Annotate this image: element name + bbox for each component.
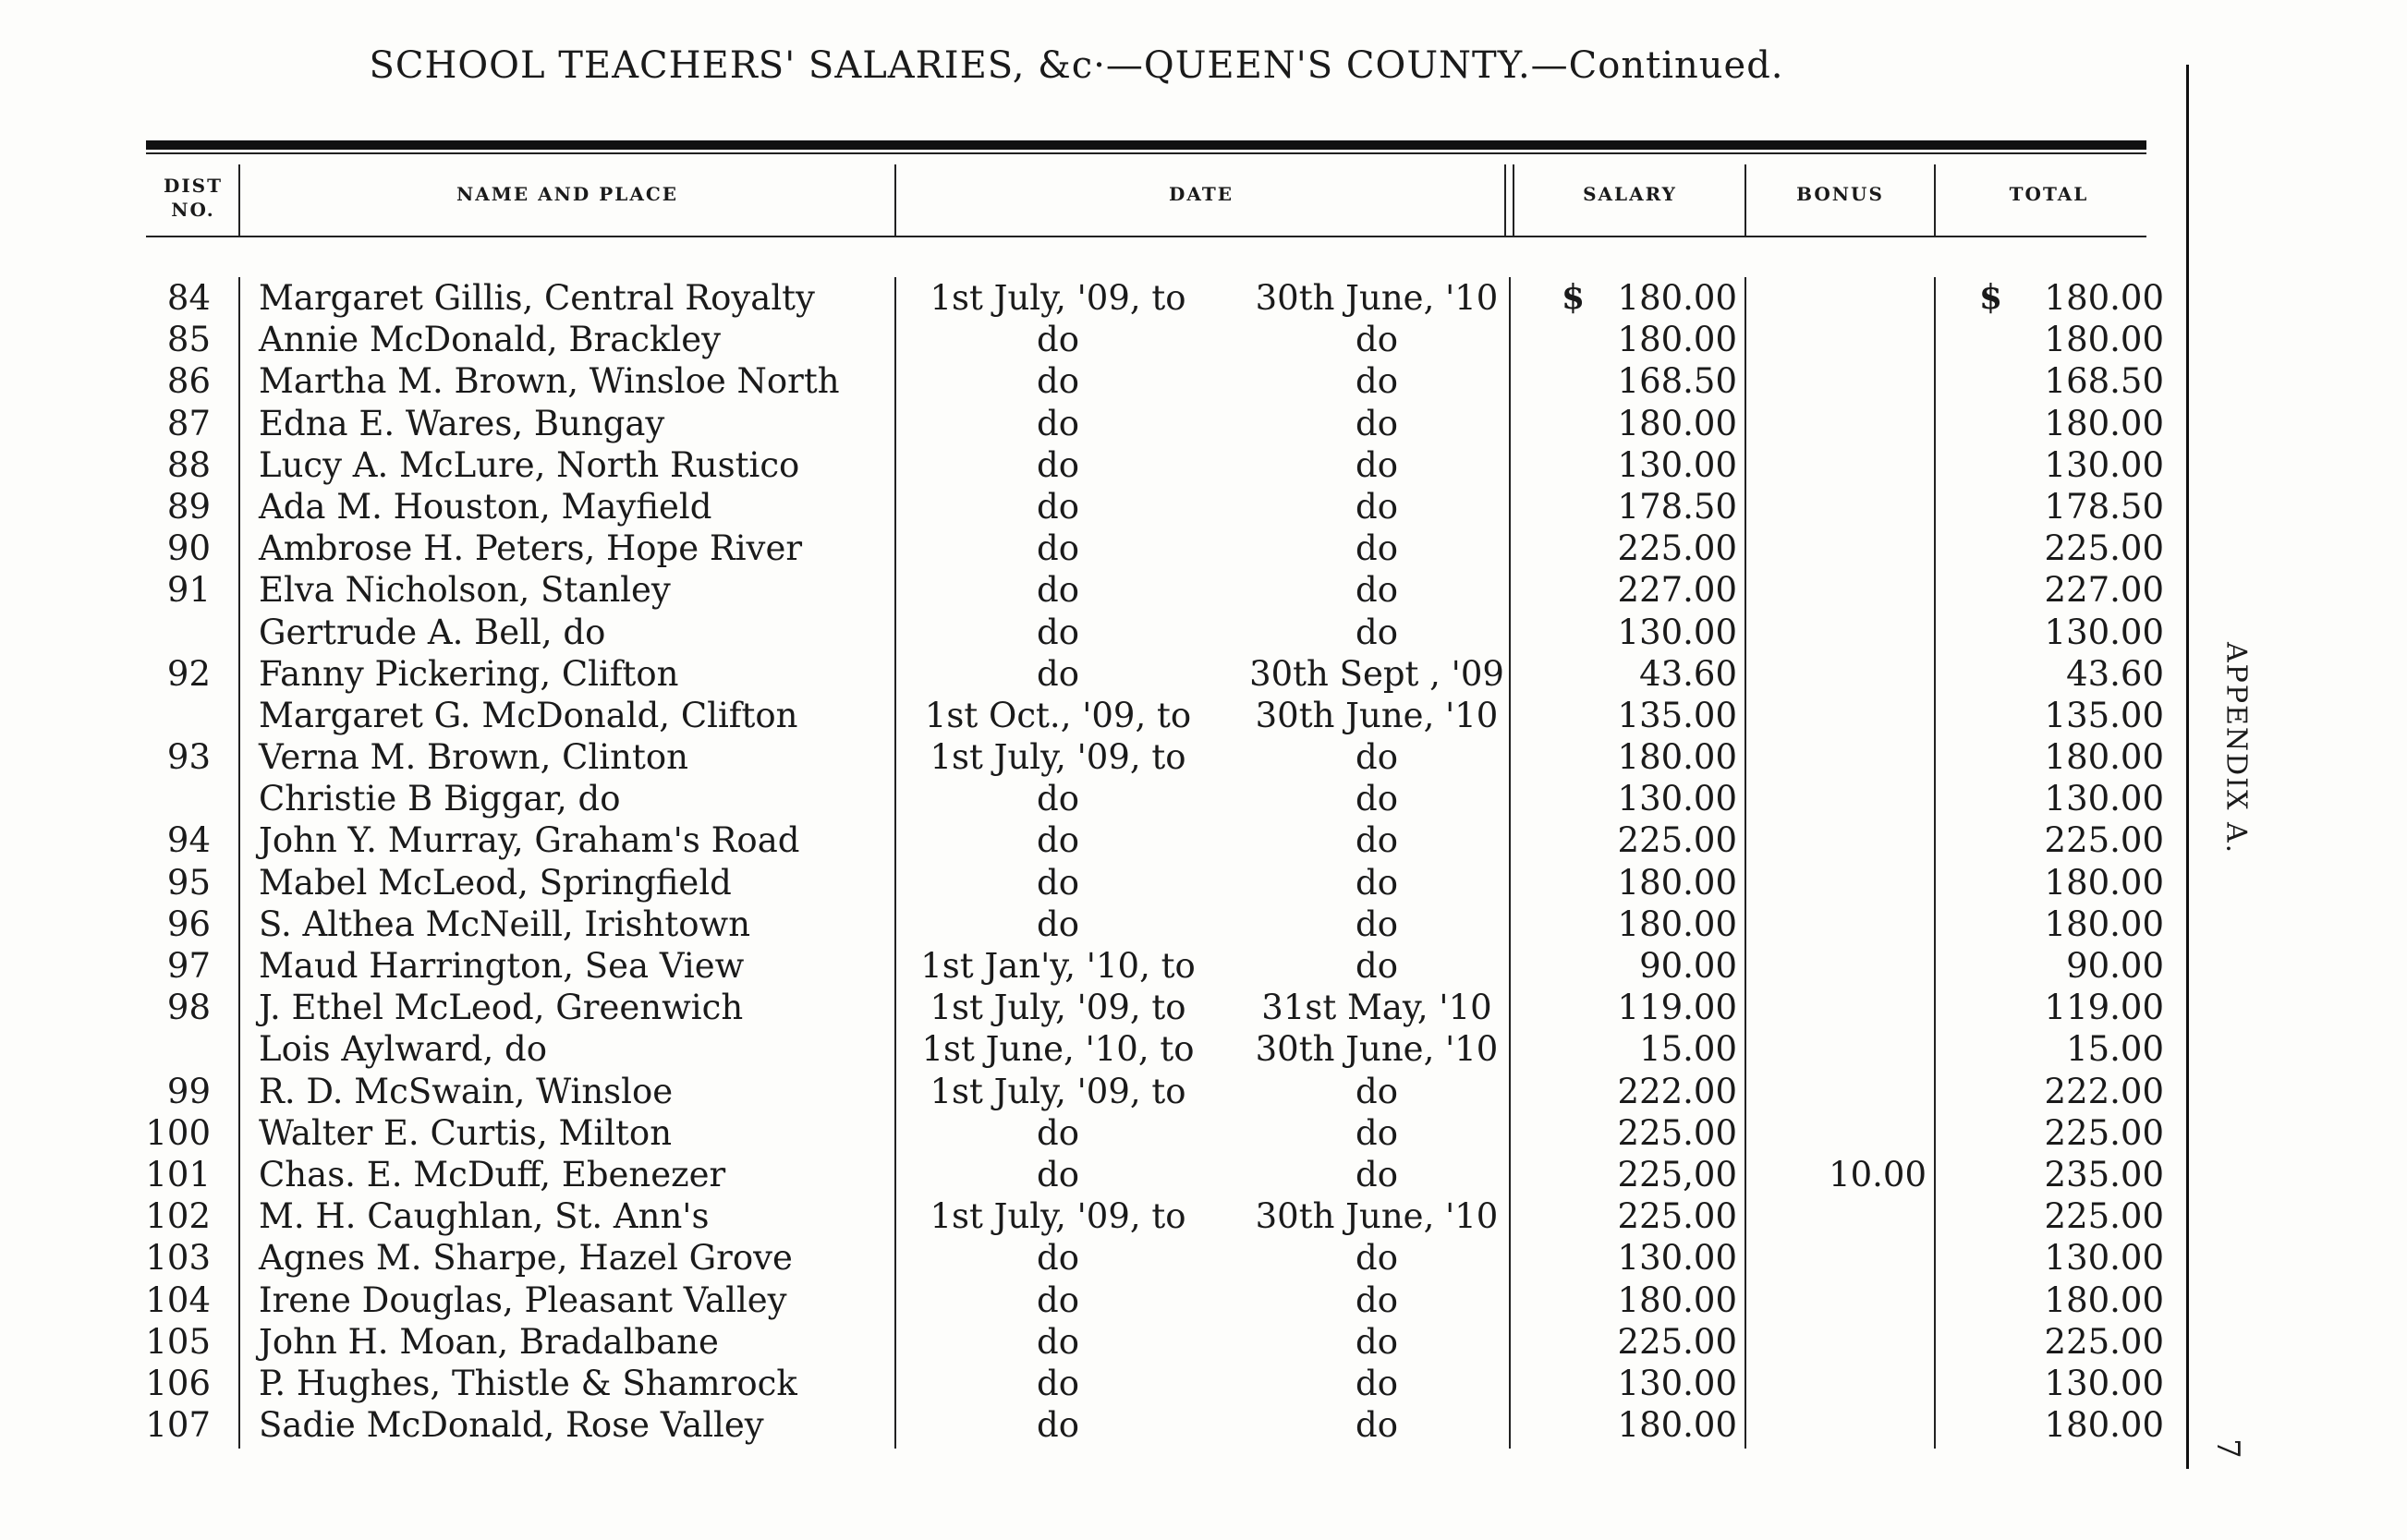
salary-table-body	[0, 277, 2164, 1446]
salary-cell: 225,00	[1617, 1154, 1737, 1194]
date-to-cell: 30th June, '10	[1255, 1029, 1499, 1070]
date-to-cell: do	[1355, 1071, 1398, 1111]
total-cell: 227.00	[2044, 570, 2164, 611]
dist-no-cell: 101	[145, 1154, 211, 1194]
table-row	[0, 819, 2164, 861]
date-to-cell: do	[1355, 1112, 1398, 1153]
table-row	[0, 1237, 2164, 1279]
date-to-cell: do	[1355, 1405, 1398, 1446]
date-to-cell: 30th June, '10	[1255, 278, 1499, 318]
name-place-cell: John Y. Murray, Graham's Road	[259, 820, 800, 861]
name-place-cell: P. Hughes, Thistle & Shamrock	[259, 1363, 797, 1403]
dist-no-cell: 88	[166, 444, 211, 485]
date-from-cell: do	[1037, 486, 1079, 527]
salary-cell: 90.00	[1639, 946, 1737, 986]
salary-cell: 180.00	[1617, 278, 1737, 318]
total-cell: 15.00	[2066, 1029, 2164, 1070]
date-from-cell: do	[1037, 1405, 1079, 1446]
total-cell: 180.00	[2044, 403, 2164, 443]
table-row	[0, 1404, 2164, 1446]
dist-no-cell: 87	[166, 403, 211, 443]
salary-cell: 15.00	[1639, 1029, 1737, 1070]
dist-no-cell: 96	[166, 903, 211, 944]
dist-no-cell: 93	[166, 737, 211, 778]
dist-no-cell: 98	[166, 988, 211, 1028]
total-cell: 130.00	[2044, 612, 2164, 652]
table-row	[0, 1321, 2164, 1363]
salary-cell: 130.00	[1617, 1363, 1737, 1403]
date-to-cell: do	[1355, 403, 1398, 443]
table-row	[0, 1028, 2164, 1070]
name-place-cell: John H. Moan, Bradalbane	[259, 1321, 719, 1362]
header-bonus: BONUS	[1796, 183, 1884, 205]
dist-no-cell: 97	[166, 946, 211, 986]
date-from-cell: do	[1037, 570, 1079, 611]
date-from-cell: do	[1037, 1112, 1079, 1153]
table-row	[0, 360, 2164, 402]
date-from-cell: 1st Oct., '09, to	[924, 695, 1192, 735]
header-dist-line1: DIST	[163, 175, 224, 197]
total-cell: 43.60	[2066, 653, 2164, 694]
table-row	[0, 1363, 2164, 1404]
total-cell: 90.00	[2066, 946, 2164, 986]
total-cell: 222.00	[2044, 1071, 2164, 1111]
table-row	[0, 1154, 2164, 1195]
table-row	[0, 486, 2164, 527]
table-row	[0, 1071, 2164, 1112]
name-place-cell: Christie B Biggar, do	[259, 779, 621, 819]
header-total: TOTAL	[2009, 183, 2089, 205]
table-row	[0, 403, 2164, 444]
dist-no-cell: 106	[145, 1363, 211, 1403]
salary-cell: 130.00	[1617, 612, 1737, 652]
total-cell: 180.00	[2044, 320, 2164, 360]
table-row	[0, 653, 2164, 695]
table-row	[0, 903, 2164, 945]
date-to-cell: do	[1355, 1321, 1398, 1362]
name-place-cell: Maud Harrington, Sea View	[259, 946, 745, 986]
page-number: 7	[2208, 1438, 2246, 1459]
table-row	[0, 277, 2164, 319]
salary-cell: 43.60	[1639, 653, 1737, 694]
salary-cell: 180.00	[1617, 903, 1737, 944]
total-cell: 135.00	[2044, 695, 2164, 735]
name-place-cell: R. D. McSwain, Winsloe	[259, 1071, 674, 1111]
total-cell: 168.50	[2044, 361, 2164, 402]
salary-cell: 180.00	[1617, 1279, 1737, 1320]
date-to-cell: do	[1355, 444, 1398, 485]
date-from-cell: do	[1037, 1154, 1079, 1194]
name-place-cell: Margaret Gillis, Central Royalty	[259, 278, 815, 318]
total-cell: 235.00	[2044, 1154, 2164, 1194]
table-row	[0, 945, 2164, 987]
date-from-cell: do	[1037, 1363, 1079, 1403]
dist-no-cell: 85	[166, 320, 211, 360]
header-rule-thin	[146, 152, 2146, 154]
table-row	[0, 862, 2164, 903]
date-from-cell: do	[1037, 1238, 1079, 1279]
date-to-cell: 30th June, '10	[1255, 1196, 1499, 1237]
dist-no-cell: 89	[166, 486, 211, 527]
date-to-cell: do	[1355, 1363, 1398, 1403]
dist-no-cell: 86	[166, 361, 211, 402]
header-date: DATE	[1169, 183, 1234, 205]
table-row	[0, 1112, 2164, 1154]
date-to-cell: do	[1355, 528, 1398, 569]
dist-no-cell: 92	[166, 653, 211, 694]
date-to-cell: do	[1355, 820, 1398, 861]
date-from-cell: do	[1037, 361, 1079, 402]
name-place-cell: Walter E. Curtis, Milton	[259, 1112, 673, 1153]
date-to-cell: do	[1355, 903, 1398, 944]
date-from-cell: 1st July, '09, to	[930, 1196, 1186, 1237]
date-to-cell: do	[1355, 862, 1398, 903]
table-row	[0, 527, 2164, 569]
date-from-cell: 1st July, '09, to	[930, 278, 1186, 318]
column-separator	[1513, 164, 1514, 236]
salary-cell: 225.00	[1617, 820, 1737, 861]
dist-no-cell: 104	[145, 1279, 211, 1320]
date-to-cell: do	[1355, 612, 1398, 652]
salary-cell: 222.00	[1617, 1071, 1737, 1111]
total-cell: 130.00	[2044, 444, 2164, 485]
date-from-cell: do	[1037, 903, 1079, 944]
salary-cell: 227.00	[1617, 570, 1737, 611]
name-place-cell: Agnes M. Sharpe, Hazel Grove	[259, 1238, 793, 1279]
salary-cell: 225.00	[1617, 1321, 1737, 1362]
salary-cell: 225.00	[1617, 528, 1737, 569]
salary-cell: 180.00	[1617, 320, 1737, 360]
date-to-cell: do	[1355, 361, 1398, 402]
column-header-rule	[146, 236, 2146, 237]
table-row	[0, 987, 2164, 1028]
date-to-cell: do	[1355, 946, 1398, 986]
date-to-cell: 31st May, '10	[1261, 988, 1492, 1028]
dist-no-cell: 102	[145, 1196, 211, 1237]
total-cell: 225.00	[2044, 1196, 2164, 1237]
salary-cell: 180.00	[1617, 1405, 1737, 1446]
dist-no-cell: 84	[166, 278, 211, 318]
total-dollar-sign: $	[1979, 278, 2003, 317]
header-dist-no	[148, 174, 238, 222]
salary-cell: 130.00	[1617, 779, 1737, 819]
header-salary: SALARY	[1583, 183, 1677, 205]
page-title: SCHOOL TEACHERS' SALARIES, &c·—QUEEN'S COUNTY.—Continued.	[369, 44, 1784, 87]
date-to-cell: 30th Sept , '09	[1249, 653, 1504, 694]
date-from-cell: do	[1037, 862, 1079, 903]
date-from-cell: do	[1037, 653, 1079, 694]
name-place-cell: Mabel McLeod, Springfield	[259, 862, 732, 903]
dist-no-cell: 103	[145, 1238, 211, 1279]
dist-no-cell: 107	[145, 1405, 211, 1446]
name-place-cell: Sadie McDonald, Rose Valley	[259, 1405, 764, 1446]
name-place-cell: Fanny Pickering, Clifton	[259, 653, 679, 694]
table-row	[0, 319, 2164, 360]
date-from-cell: do	[1037, 1279, 1079, 1320]
salary-cell: 225.00	[1617, 1196, 1737, 1237]
total-cell: 225.00	[2044, 528, 2164, 569]
dist-no-cell: 100	[145, 1112, 211, 1153]
total-cell: 180.00	[2044, 737, 2164, 778]
name-place-cell: Lucy A. McLure, North Rustico	[259, 444, 800, 485]
total-cell: 180.00	[2044, 278, 2164, 318]
name-place-cell: Chas. E. McDuff, Ebenezer	[259, 1154, 726, 1194]
date-from-cell: 1st July, '09, to	[930, 737, 1186, 778]
name-place-cell: Ada M. Houston, Mayfield	[259, 486, 712, 527]
dist-no-cell: 95	[166, 862, 211, 903]
page-margin-line	[2186, 65, 2189, 1469]
date-to-cell: do	[1355, 737, 1398, 778]
table-row	[0, 1195, 2164, 1237]
total-cell: 180.00	[2044, 862, 2164, 903]
date-from-cell: 1st Jan'y, '10, to	[920, 946, 1196, 986]
total-cell: 178.50	[2044, 486, 2164, 527]
total-cell: 180.00	[2044, 1405, 2164, 1446]
dist-no-cell: 90	[166, 528, 211, 569]
table-row	[0, 1279, 2164, 1321]
total-cell: 130.00	[2044, 1363, 2164, 1403]
date-from-cell: do	[1037, 320, 1079, 360]
date-to-cell: 30th June, '10	[1255, 695, 1499, 735]
salary-cell: 119.00	[1617, 988, 1737, 1028]
name-place-cell: Ambrose H. Peters, Hope River	[259, 528, 803, 569]
date-to-cell: do	[1355, 1279, 1398, 1320]
salary-cell: 178.50	[1617, 486, 1737, 527]
salary-cell: 180.00	[1617, 403, 1737, 443]
date-from-cell: 1st July, '09, to	[930, 1071, 1186, 1111]
name-place-cell: Margaret G. McDonald, Clifton	[259, 695, 798, 735]
date-to-cell: do	[1355, 320, 1398, 360]
name-place-cell: Lois Aylward, do	[259, 1029, 547, 1070]
bonus-cell: 10.00	[1829, 1154, 1927, 1194]
dist-no-cell: 91	[166, 570, 211, 611]
total-cell: 225.00	[2044, 1321, 2164, 1362]
name-place-cell: S. Althea McNeill, Irishtown	[259, 903, 751, 944]
header-rule-thick	[146, 140, 2146, 150]
total-cell: 180.00	[2044, 903, 2164, 944]
name-place-cell: Elva Nicholson, Stanley	[259, 570, 671, 611]
name-place-cell: Annie McDonald, Brackley	[259, 320, 722, 360]
date-from-cell: 1st July, '09, to	[930, 988, 1186, 1028]
dist-no-cell: 105	[145, 1321, 211, 1362]
date-from-cell: do	[1037, 444, 1079, 485]
salary-cell: 130.00	[1617, 1238, 1737, 1279]
table-row	[0, 778, 2164, 819]
total-cell: 225.00	[2044, 1112, 2164, 1153]
side-label: APPENDIX A.	[2219, 641, 2253, 855]
salary-cell: 168.50	[1617, 361, 1737, 402]
salary-cell: 180.00	[1617, 737, 1737, 778]
total-cell: 119.00	[2044, 988, 2164, 1028]
name-place-cell: J. Ethel McLeod, Greenwich	[259, 988, 744, 1028]
salary-cell: 225.00	[1617, 1112, 1737, 1153]
date-from-cell: do	[1037, 612, 1079, 652]
date-to-cell: do	[1355, 779, 1398, 819]
salary-dollar-sign: $	[1562, 278, 1586, 317]
name-place-cell: M. H. Caughlan, St. Ann's	[259, 1196, 710, 1237]
table-row	[0, 736, 2164, 778]
salary-cell: 135.00	[1617, 695, 1737, 735]
date-from-cell: do	[1037, 403, 1079, 443]
date-from-cell: do	[1037, 528, 1079, 569]
date-to-cell: do	[1355, 1154, 1398, 1194]
header-name-place: NAME AND PLACE	[456, 183, 679, 205]
name-place-cell: Gertrude A. Bell, do	[259, 612, 606, 652]
total-cell: 130.00	[2044, 1238, 2164, 1279]
date-from-cell: do	[1037, 1321, 1079, 1362]
name-place-cell: Edna E. Wares, Bungay	[259, 403, 665, 443]
date-to-cell: do	[1355, 486, 1398, 527]
dist-no-cell: 94	[166, 820, 211, 861]
header-dist-line2: NO.	[171, 199, 215, 221]
name-place-cell: Martha M. Brown, Winsloe North	[259, 361, 840, 402]
date-to-cell: do	[1355, 570, 1398, 611]
date-to-cell: do	[1355, 1238, 1398, 1279]
total-cell: 225.00	[2044, 820, 2164, 861]
table-row	[0, 695, 2164, 736]
salary-cell: 180.00	[1617, 862, 1737, 903]
name-place-cell: Verna M. Brown, Clinton	[259, 737, 688, 778]
table-row	[0, 569, 2164, 611]
total-cell: 180.00	[2044, 1279, 2164, 1320]
salary-cell: 130.00	[1617, 444, 1737, 485]
date-from-cell: do	[1037, 779, 1079, 819]
table-row	[0, 612, 2164, 653]
total-cell: 130.00	[2044, 779, 2164, 819]
date-from-cell: do	[1037, 820, 1079, 861]
date-from-cell: 1st June, '10, to	[921, 1029, 1195, 1070]
dist-no-cell: 99	[166, 1071, 211, 1111]
name-place-cell: Irene Douglas, Pleasant Valley	[259, 1279, 787, 1320]
table-row	[0, 444, 2164, 486]
